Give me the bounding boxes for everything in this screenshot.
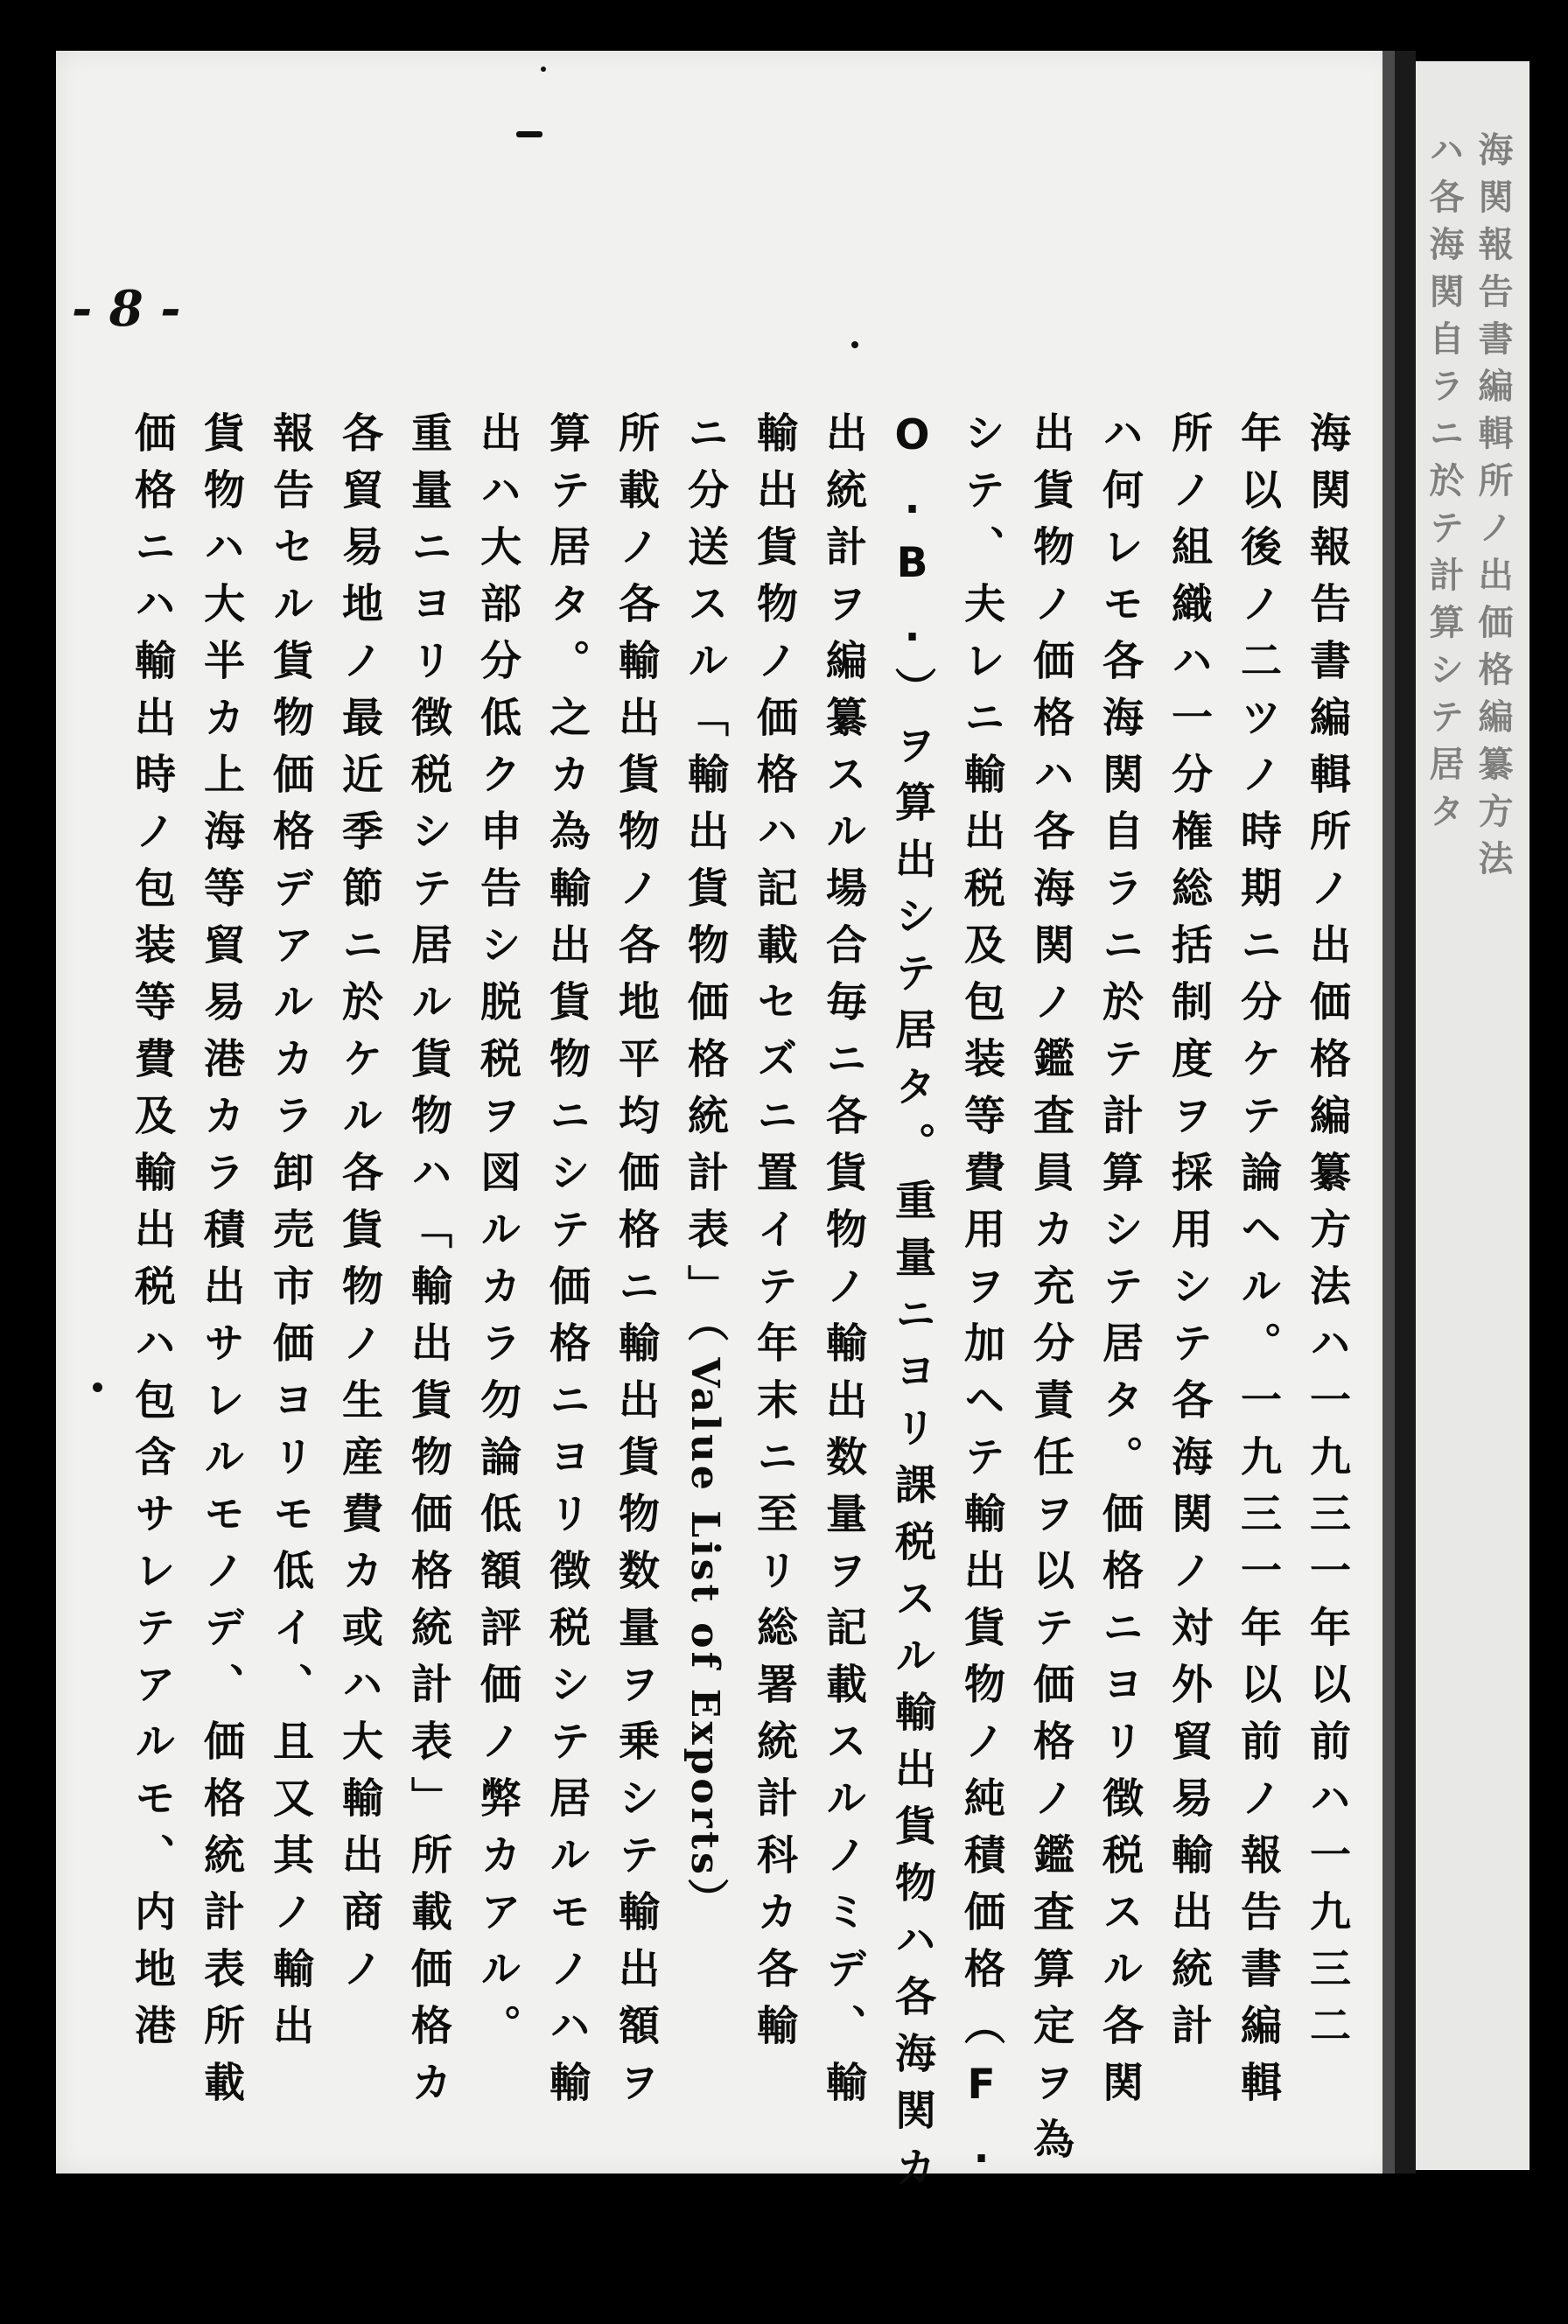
adjacent-page-column: ハ各海関自ラニ於テ計算シテ居タ xyxy=(1424,131,1464,840)
vertical-text-body xyxy=(128,411,1351,2202)
text-column: 貨物ハ大半カ上海等貿易港カラ積出サレルモノデ、価格統計表所載 xyxy=(197,411,245,2118)
closing-bracket: ） xyxy=(681,1877,729,1935)
text-column: 価格ニハ輸出時ノ包装等費及輸出税ハ包含サレテアルモ、内地港 xyxy=(128,411,176,2061)
adjacent-page-column: 海関報告書編輯所ノ出価格編纂方法 xyxy=(1473,131,1513,887)
text-column: 各貿易地ノ最近季節ニ於ケル各貨物ノ生産費カ或ハ大輸出商ノ xyxy=(335,411,383,2004)
text-column: 重量ニヨリ徴税シテ居ル貨物ハ「輸出貨物価格統計表」所載価格カ xyxy=(404,411,452,2118)
text-column: 出統計ヲ編纂スル場合毎ニ各貨物ノ輸出数量ヲ記載スルノミデ、輸 xyxy=(819,411,867,2118)
text-column: 算テ居タ。之カ為輸出貨物ニシテ価格ニヨリ徴税シテ居ルモノハ輸 xyxy=(542,411,591,2118)
text-column: 報告セル貨物価格デアルカラ卸売市価ヨリモ低イ、且又其ノ輸出 xyxy=(266,411,314,2061)
text-column: 輸出貨物ノ価格ハ記載セズニ置イテ年末ニ至リ総署統計科カ各輸 xyxy=(750,411,798,2061)
text-column: ハ何レモ各海関自ラニ於テ計算シテ居タ。価格ニヨリ徴税スル各関 xyxy=(1096,411,1144,2118)
text-column: 海関報告書編輯所ノ出価格編纂方法ハ一九三一年以前ハ一九三二 xyxy=(1303,411,1351,2061)
ink-speck xyxy=(851,341,858,348)
text-column: 出貨物ノ価格ハ各海関ノ鑑査員カ充分責任ヲ以テ価格ノ鑑査算定ヲ為 xyxy=(1026,411,1074,2174)
latin-insert: Value List of Exports xyxy=(682,1357,727,1878)
text-column: 所ノ組織ハ一分権総括制度ヲ採用シテ各海関ノ対外貿易輸出統計 xyxy=(1165,411,1213,2061)
adjacent-page-strip xyxy=(1416,61,1530,2170)
text-column: 所載ノ各輸出貨物ノ各地平均価格ニ輸出貨物数量ヲ乗シテ輸出額ヲ xyxy=(612,411,660,2118)
page-binding xyxy=(1395,51,1416,2174)
page-number: - 8 - xyxy=(72,280,181,338)
text-segment: ニ分送スル「輸出貨物価格統計表」（ xyxy=(681,411,729,1358)
text-column: シテ、夫レニ輸出税及包装等費用ヲ加ヘテ輸出貨物ノ純積価格（F. xyxy=(957,411,1005,2188)
ink-speck xyxy=(516,131,542,137)
text-column: 出ハ大部分低ク申告シ脱税ヲ図ルカラ勿論低額評価ノ弊カアル。 xyxy=(473,411,522,2061)
text-column: O.B.）ヲ算出シテ居タ。重量ニヨリ課税スル輸出貨物ハ各海関カ xyxy=(888,411,936,2202)
text-column: 年以後ノ二ツノ時期ニ分ケテ論ヘル。一九三一年以前ノ報告書編輯 xyxy=(1234,411,1282,2118)
ink-speck xyxy=(541,66,546,72)
text-column-with-latin xyxy=(681,411,729,2144)
ink-speck xyxy=(93,1382,102,1392)
